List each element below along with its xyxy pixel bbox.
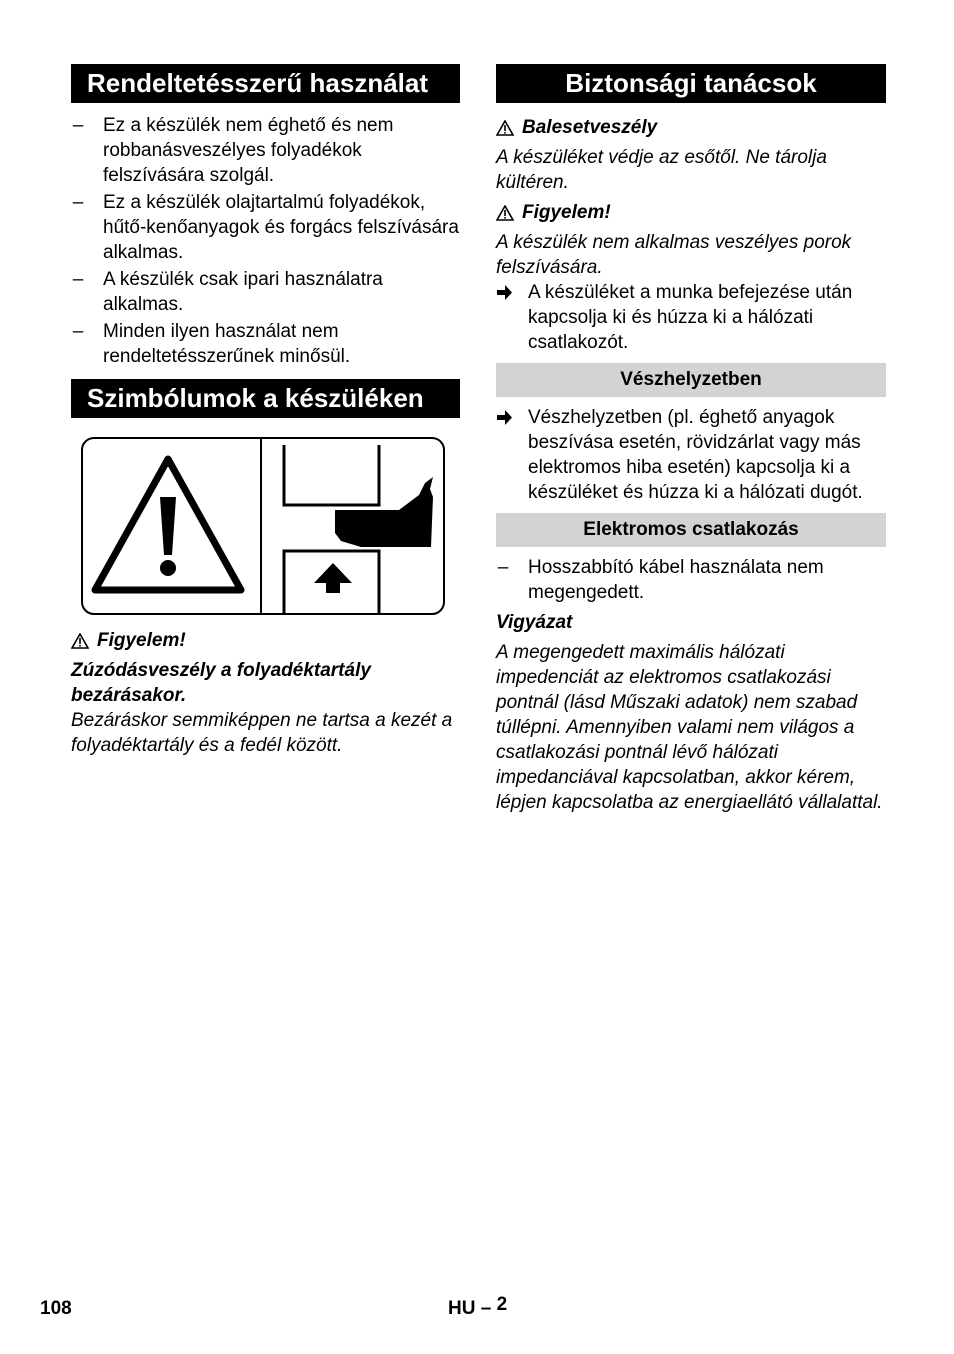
- list-item-text: Ez a készülék nem éghető és nem robbanásveszélyes folyadékok felszívására szolgál.: [103, 115, 394, 186]
- extension-text: Hosszabbító kábel használata nem megengedett.: [528, 557, 824, 603]
- after-work-instruction: [496, 280, 886, 355]
- footer-section: [448, 1294, 508, 1320]
- after-work-text: A készüléket a munka befejezése után kapcsolja ki és húzza ki a hálózati csatlakozót.: [528, 282, 853, 353]
- caution-text: A megengedett maximális hálózati impedenciát az elektromos csatlakozási pontnál (lásd Műszaki adatok) nem szabad túllépni. Amennyiben valami nem világos a csatlakozási pontnál lévő hálózati impedanciával kapcsolatban, akkor kérem, lépjen kapcsolatba az energiaellátó vállalattal.: [496, 642, 883, 813]
- heading-electrical: Elektromos csatlakozás: [496, 513, 886, 547]
- device-symbol-panel: [81, 437, 445, 615]
- accident-text: A készüléket védje az esőtől. Ne tárolja kültéren.: [496, 147, 827, 193]
- crush-hazard-text: Bezáráskor semmiképpen ne tartsa a kezét a folyadéktartály és a fedél között.: [71, 710, 453, 756]
- heading-intended-use: Rendeltetésszerű használat: [71, 64, 460, 103]
- warning-label: Figyelem!: [97, 630, 186, 651]
- list-item: [71, 190, 460, 265]
- attention-warning-line: [496, 200, 886, 225]
- warning-triangle-icon: [95, 459, 241, 590]
- left-column-warning: [71, 628, 460, 758]
- heading-emergency: Vészhelyzetben: [496, 363, 886, 397]
- list-item-text: Minden ilyen használat nem rendeltetésszerűnek minősül.: [103, 321, 351, 367]
- dash-marker: –: [72, 115, 84, 136]
- attention-text: A készülék nem alkalmas veszélyes porok felszívására.: [496, 232, 852, 278]
- footer-section-number: 2: [496, 1294, 508, 1315]
- attention-label: Figyelem!: [522, 202, 611, 223]
- list-item: [71, 267, 460, 317]
- crush-hazard-title: Zúzódásveszély a folyadéktartály bezárásakor.: [71, 660, 371, 706]
- list-item: [496, 555, 886, 605]
- heading-symbols: Szimbólumok a készüléken: [71, 379, 460, 418]
- warning-triangle-icon: [496, 120, 514, 136]
- list-item-text: A készülék csak ipari használatra alkalmas.: [103, 269, 383, 315]
- arrow-right-icon: [496, 280, 512, 312]
- warning-triangle-icon: [496, 205, 514, 221]
- emergency-text: Vészhelyzetben (pl. éghető anyagok beszívása esetén, rövidzárlat vagy más elektromos hiba esetén) kapcsolja ki a készüléket és húzza ki a hálózati dugót.: [528, 407, 863, 503]
- list-item: [71, 113, 460, 188]
- warning-line: [71, 628, 460, 653]
- warning-triangle-icon: [71, 633, 89, 649]
- heading-safety: Biztonsági tanácsok: [496, 64, 886, 103]
- dash-marker: –: [72, 269, 84, 290]
- footer-separator: –: [480, 1298, 492, 1319]
- page-number: 108: [40, 1298, 72, 1319]
- right-column: [496, 64, 886, 815]
- footer-lang: HU: [448, 1298, 476, 1319]
- hand-crush-icon: [284, 445, 433, 613]
- dash-marker: –: [72, 192, 84, 213]
- left-column: [71, 64, 460, 418]
- accident-warning-line: [496, 115, 886, 140]
- accident-label: Balesetveszély: [522, 117, 658, 138]
- list-item-text: Ez a készülék olajtartalmú folyadékok, hűtő-kenőanyagok és forgács felszívására alkalmas.: [103, 192, 459, 263]
- emergency-instruction: [496, 405, 886, 505]
- arrow-right-icon: [496, 405, 512, 437]
- intended-use-list: [71, 113, 460, 369]
- dash-marker: –: [497, 557, 509, 578]
- list-item: [71, 319, 460, 369]
- caution-label: Vigyázat: [496, 612, 573, 633]
- dash-marker: –: [72, 321, 84, 342]
